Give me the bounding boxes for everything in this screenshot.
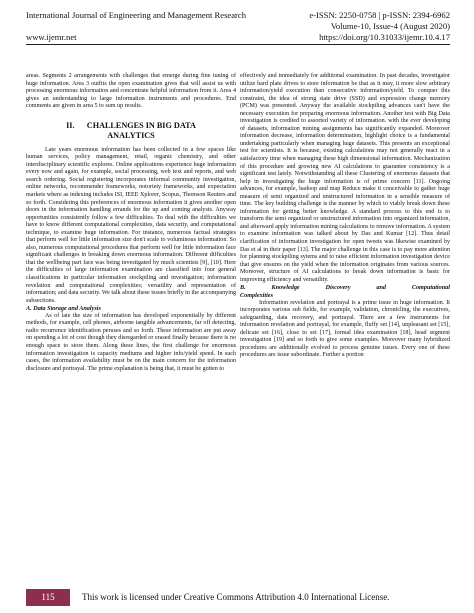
doi-link[interactable]: https://doi.org/10.31033/ijemr.10.4.17 [319,32,450,42]
page-footer [26,589,450,606]
header-row-1 [26,10,450,21]
section-number: II. [66,120,75,130]
section-title-line1: CHALLENGES IN BIG DATA [86,120,196,130]
page-number: 115 [26,589,70,606]
license-notice: This work is licensed under Creative Commons Attribution 4.0 International License. [82,592,390,602]
paragraph: Information revelation and portrayal is a prime issue in huge information. It incorporates various sub fields, for example, validation, chronicling, the executives, safeguarding, data recovery, and portrayal. There are a few instruments for information revelation and portrayal, for example, fluffy set [14], unpleasant set [15], delicate set [16], close to set [17], formal idea examination [18], head segment investigation [19] and so forth to give some examples. Moreover many hybridized procedures are additionally evolved to process genuine issues. Every one of these procedures are issue subordinate. Further a portion [240,299,450,359]
paragraph: Late years enormous information has been collected in a few spaces like human services, policy management, retail, organic chemistry, and other interdisciplinary scientific explores. Online applications experience huge information every now and again, for example, social processing, web text and reports, and web search ordering. Social registering incorporates informal community investigation, online networks, recommender frameworks, notoriety frameworks, and expectation markets where as indexing includes ISI, IEEE Xplorer, Scopus, Thomson Reuters and so forth. Considering this preferences of enormous information it gives another open doors in the information handling errands for the up and coming analysts. Anyway opportunities consistently follow a few difficulties. To deal with the difficulties we have to know different computational complexities, data security, and computational technique, to examine huge information. For instance, numerous factual strategies that perform well for little information size don't scale to voluminous information. So also, numerous computational procedures that perform well for little information face significant challenges in breaking down enormous information. Different difficulties that the wellbeing part face was being investigated by much scientists [9], [10]. Here the difficulties of large information examination are classified into four general classifications in particular information stockpiling and investigation; information revelation and computational complexities; versatility and representation of information; and data security. We talk about these issues briefly in the accompanying subsections. [26,146,236,304]
section-heading [26,121,236,141]
paragraph: As of late the size of information has developed exponentially by different methods, for example, cell phones, airborne tangible advancements, far off detecting, radio recurrence identification peruses and so forth. These information are put away on spending a lot of cost though they disregarded or erased finally because there is no enough space to store them. Along these lines, the first challenge for enormous information investigation is capacity mediums and higher info/yield speed. In such cases, the information availability must be on the main concern for the information disclosure and portrayal. The prime explanation is being that, it must be gotten to [26,312,236,372]
subsection-heading-continued: Complexities [240,291,273,299]
journal-name: International Journal of Engineering and Management Research [26,10,247,20]
left-column [26,73,236,373]
paragraph: effectively and immediately for additional examination. In past decades, investigator utilize hard plate drives to store information be that as it may, it more slow arbitrary information/yield execution than consecutive information/yield. To conquer this constraint, the idea of strong state drive (SSD) and expression change memory (PCM) was presented. Anyway the available stockpiling advances can't have the necessary execution for preparing enormous information. Another test with Big Data investigation is credited to assorted variety of information. with the ever developing of datasets, information mining assignments has significantly expanded. Moreover information decrease, information determination, highlight choice is a fundamental undertaking particularly when managing huge datasets. This presents an exceptional test for scientists. It is because, existing calculations may not generally react in a satisfactory time when managing these high dimensional information. Mechanization of this procedure and growing new AI calculations to guarantee consistency is a significant test lately. Notwithstanding all these Clustering of enormous datasets that help in investigating the huge information is of prime concern [11]. Ongoing advances, for example, hadoop and map Reduce make it conceivable to gather huge measure of semi organized and unstructured information in a sensible measure of time. The key building challenge is the manner by which to viably break down these information for getting better knowledge. A standard process to this end is to transform the semi organized or unstructured information into organized information, and afterward apply information mining calculations to remove information. A system to examine information was talked about by Das and Kumar [12]. Thus detail clarification of information investigation for open tweets was likewise examined by Das et al in their paper [13]. The major challenge in this case is to pay more attention for planning stockpiling sytems and to raise efficient information investigation device that give ensures on the yield when the information originates from various sources. Moreover, structure of AI calculations to break down information is basic for improving efficiency and versatility. [240,73,451,283]
volume-issue: Volume-10, Issue-4 (August 2020) [330,21,450,31]
right-column [240,73,450,360]
paragraph: areas. Segments 2 arrangements with challenges that emerge during fine tuning of huge information. Area 3 outfits the open examination gives that will assist us with processing enormous information and concentrate helpful information from it. Area 4 gives an understanding to large information instruments and procedures. End comments are given in area 5 to sum up results. [26,73,236,110]
subsection-title-line1: B. Knowledge Discovery and Computational [240,284,450,292]
header-row-2 [26,21,450,32]
subsection-heading [240,284,450,292]
section-title-line2: ANALYTICS [107,130,155,140]
header-row-3 [26,32,450,43]
journal-website[interactable]: www.ijemr.net [26,32,77,42]
issn: e-ISSN: 2250-0758 | p-ISSN: 2394-6962 [309,10,450,20]
header-divider [26,44,450,45]
page-header [26,10,450,43]
subsection-heading: A. Data Storage and Analysis [26,305,101,313]
